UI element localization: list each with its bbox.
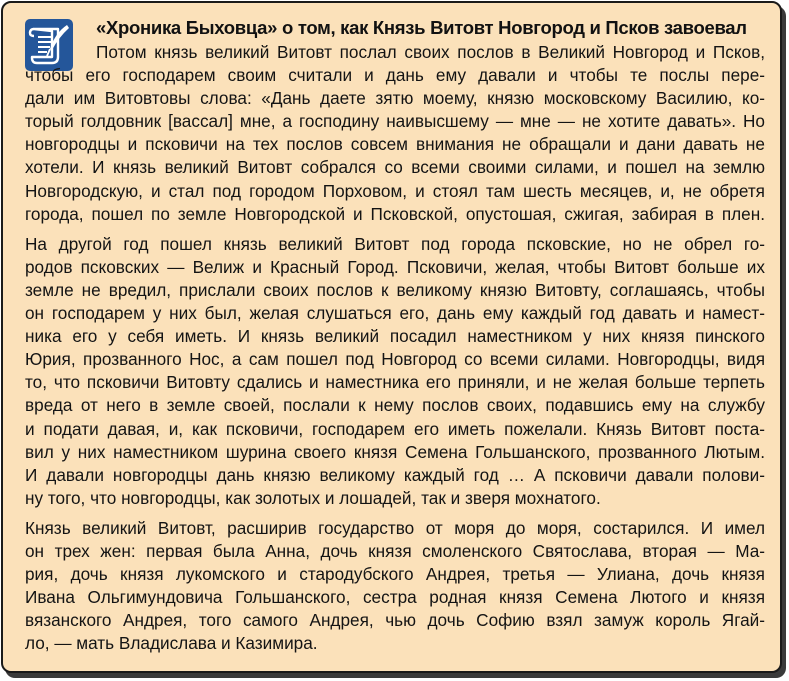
paragraph-2 [25, 233, 765, 510]
text-line: На другой год пошел князь великий Витовт под города псковские, но не обрел го- [25, 233, 765, 254]
text-line: хотели. И князь великий Витовт собрался со всеми своими силами, и пошел на землю [25, 157, 765, 178]
text-line: города, пошел по земле Новгородской и Псковской, опустошая, сжигая, забирая в плен. [25, 203, 765, 224]
text-line: Потом князь великий Витовт послал своих послов в Великий Новгород и Псков, [96, 42, 765, 62]
text-line: рия, дочь князя лукомского и стародубского Андрея, третья — Улиана, дочь князя [25, 564, 765, 585]
document-card [1, 1, 782, 673]
text-line: и подати давая, и, как псковичи, господарем его иметь пожелали. Князь Витовт поста- [25, 418, 765, 439]
text-line: Юрия, прозванного Нос, а сам пошел под Новгород со всеми силами. Новгородцы, видя [25, 349, 765, 370]
text-line: ника его у себя иметь. И князь великий посадил наместником у них князя пинского [25, 326, 765, 347]
text-line: ну того, что новгородцы, как золотых и лошадей, так и зверя мохнатого. [25, 487, 601, 508]
text-line: вил у них наместником шурина своего князя Семена Гольшанского, прозванного Лютым. [25, 441, 765, 462]
text-line: И давали новгородцы дань князю великому каждый год … А псковичи давали полови- [25, 464, 765, 485]
text-line: торый голдовник [вассал] мне, а господину наивысшему — мне — не хотите давать». Но [25, 111, 765, 132]
text-line: ло, — мать Владислава и Казимира. [25, 633, 318, 654]
text-line: вязанского Андрея, того самого Андрея, чью дочь Софию взял замуж король Ягай- [25, 610, 765, 631]
text-line: новгородцы и псковичи на тех послов совсем внимания не обращали и дани давать не [25, 134, 765, 155]
text-line: чтобы его господарем своим считали и дань ему давали и чтобы те послы пере- [25, 65, 765, 86]
document-body [25, 41, 765, 662]
paragraph-3 [25, 517, 765, 656]
text-line: то, что псковичи Витовту сдались и наместника его приняли, и не желая больше терпеть [25, 372, 765, 393]
text-line: дали им Витовтовы слова: «Дань даете зятю моему, князю московскому Василию, ко- [25, 88, 765, 109]
text-line: Князь великий Витовт, расширив государство от моря до моря, состарился. И имел [25, 517, 765, 538]
document-title: «Хроника Быховца» о том, как Князь Витовт Новгород и Псков завоевал [96, 17, 747, 38]
text-line: Ивана Ольгимундовича Гольшанского, сестра родная князя Семена Лютого и князя [25, 587, 765, 608]
text-line: вреда от него в земле своей, послали к нему послов своих, подавшись ему на службу [25, 395, 765, 416]
text-line: он трех жен: первая была Анна, дочь князя смоленского Святослава, вторая — Ма- [25, 540, 765, 561]
text-line: земле не вредил, прислали своих послов к великому князю Витовту, соглашаясь, чтобы [25, 279, 765, 300]
text-line: Новгородскую, и стал под городом Порховом, и стоял там шесть месяцев, и, не обретя [25, 180, 765, 201]
text-line: родов псковских — Велиж и Красный Город. Псковичи, желая, чтобы Витовт больше их [25, 256, 765, 277]
text-line: он господарем у них был, желая слушаться его, дань ему каждый год давать и намест- [25, 303, 765, 324]
paragraph-1 [25, 41, 765, 226]
